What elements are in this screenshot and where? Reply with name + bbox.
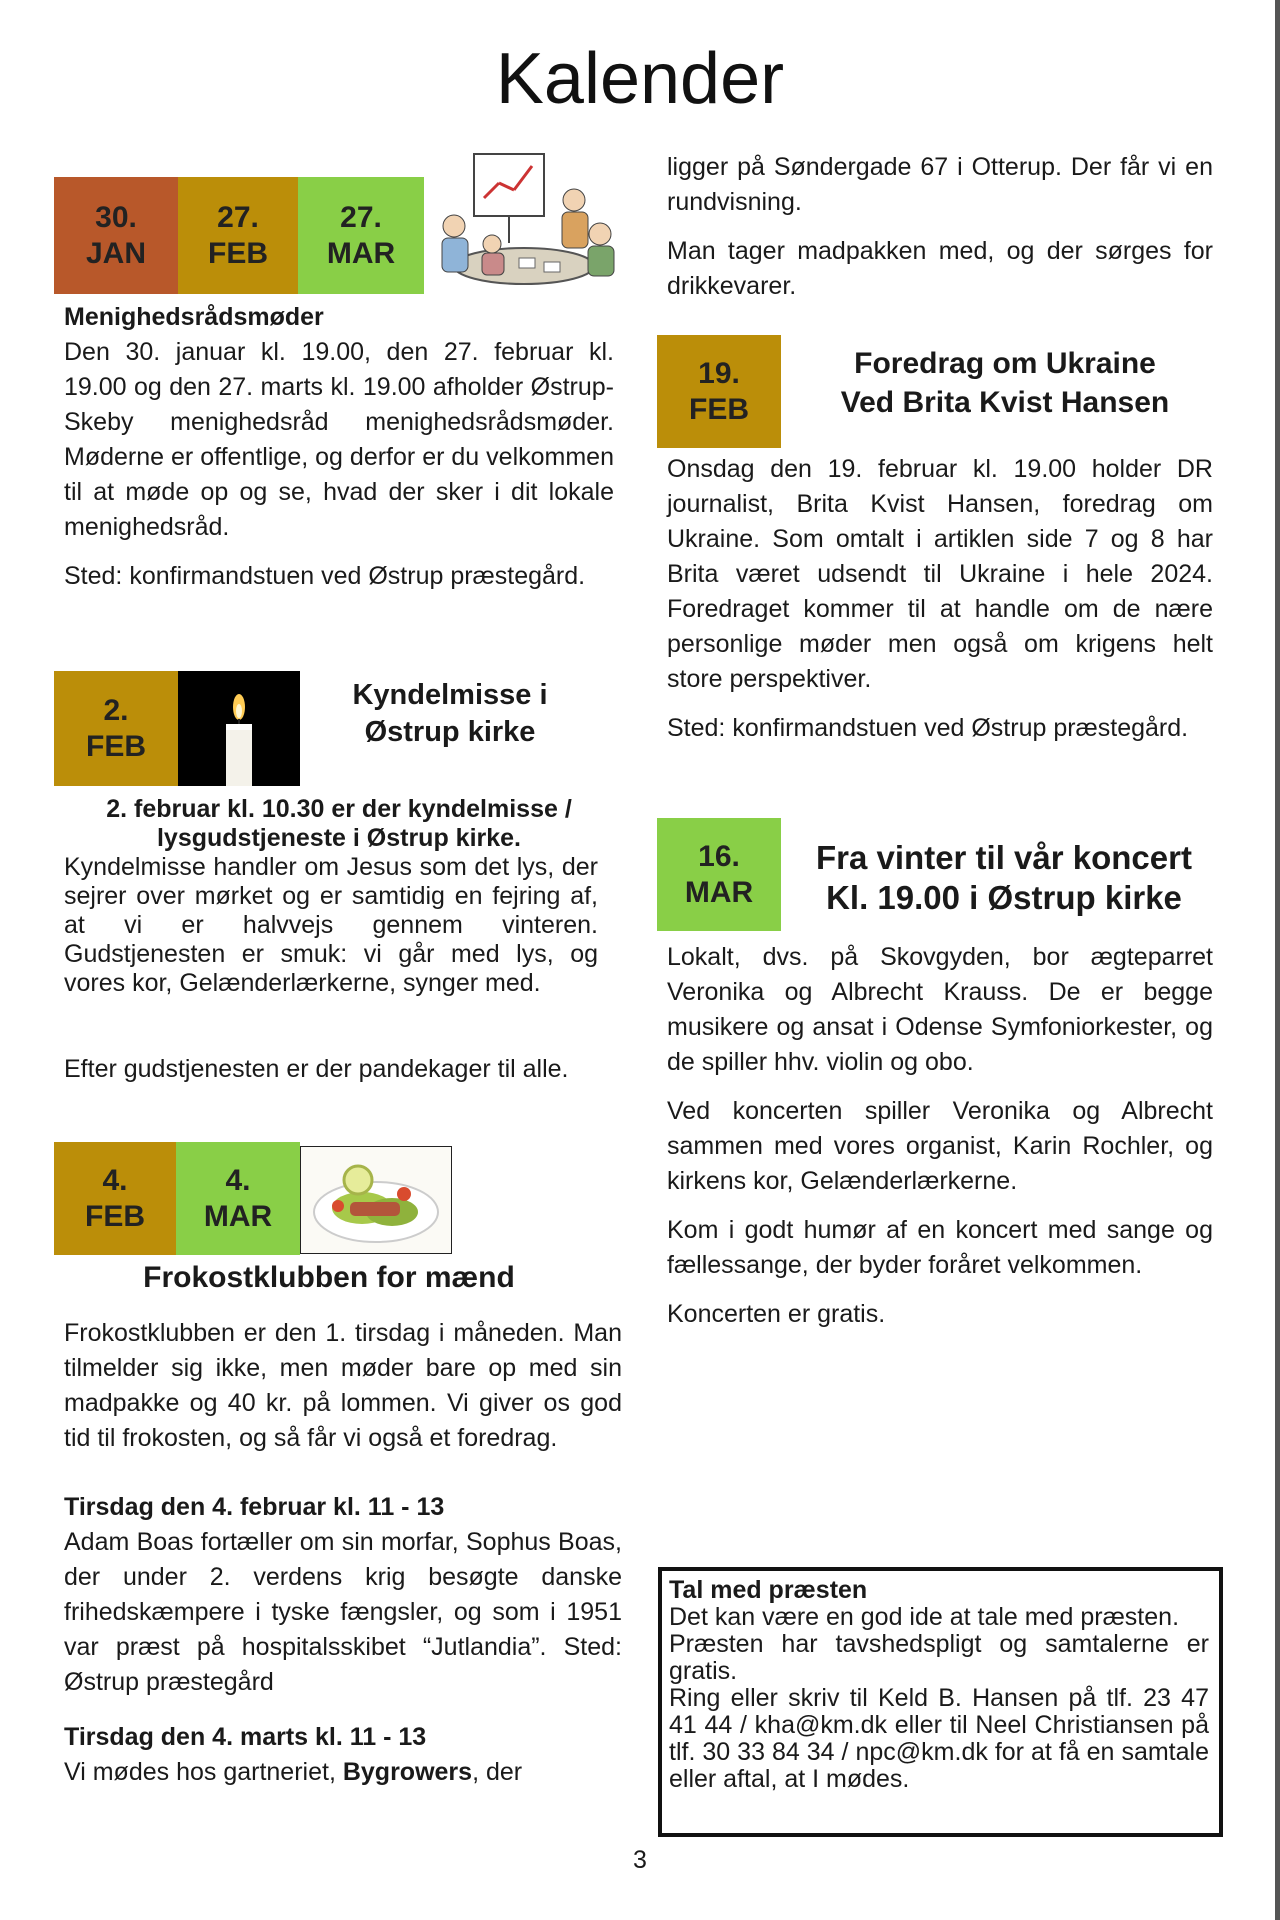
meeting-section xyxy=(64,300,614,594)
frokost-mar-heading: Tirsdag den 4. marts kl. 11 - 13 xyxy=(64,1723,427,1751)
date-day: 2. xyxy=(103,693,129,727)
date-day: 27. xyxy=(340,200,382,234)
ukraine-title-line1: Foredrag om Ukraine xyxy=(854,347,1156,380)
date-box-mar-4 xyxy=(176,1142,300,1255)
date-box-feb-19 xyxy=(657,335,781,448)
lunch-plate-photo xyxy=(300,1146,452,1254)
date-box-feb-4 xyxy=(54,1142,176,1255)
date-day: 19. xyxy=(698,356,740,390)
koncert-section xyxy=(667,940,1213,1332)
page-title: Kalender xyxy=(495,39,785,119)
date-day: 30. xyxy=(95,200,137,234)
koncert-title xyxy=(786,838,1222,918)
date-box-mar-27 xyxy=(298,177,424,294)
kyndelmisse-lead: 2. februar kl. 10.30 er der kyndelmisse / lysgudstjeneste i Østrup kirke. xyxy=(106,795,572,852)
page-edge-rule xyxy=(1275,0,1280,1920)
ukraine-body: Onsdag den 19. februar kl. 19.00 holder DR journalist, Brita Kvist Hansen, foredrag om Ukraine. Som omtalt i artiklen side 7 og 8 har Brita været udsendt til Ukraine i hele 2024. Foredraget kommer til at handle om de nære personlige møder men også om krigens helt store perspektiver. xyxy=(667,455,1213,693)
meeting-body: Den 30. januar kl. 19.00, den 27. februar kl. 19.00 og den 27. marts kl. 19.00 afholder Østrup-Skeby menighedsråd menighedsrådsmøder. Møderne er offentlige, og derfor er du velkommen til at møde op og se, hvad der sker i dit lokale menighedsråd. xyxy=(64,338,614,541)
frokost-title: Frokostklubben for mænd xyxy=(143,1261,515,1294)
frokost-feb-body: Adam Boas fortæller om sin morfar, Sophus Boas, der under 2. verdens krig besøgte danske frihedskæmpere i tyske fængsler, og som i 1951 var præst på hospitalsskibet “Jutlandia”. Sted: Østrup præstegård xyxy=(64,1528,622,1696)
meeting-place: Sted: konfirmandstuen ved Østrup præstegård. xyxy=(64,562,586,590)
date-day: 16. xyxy=(698,839,740,873)
mar-body-pre: Vi mødes hos gartneriet, xyxy=(64,1758,343,1786)
kyndelmisse-title xyxy=(310,677,590,751)
date-month: FEB xyxy=(689,392,749,426)
date-month: FEB xyxy=(208,236,268,270)
date-month: MAR xyxy=(326,236,396,270)
frokost-cont-body: ligger på Søndergade 67 i Otterup. Der får vi en rundvisning. xyxy=(667,153,1213,216)
priest-contact-content xyxy=(669,1577,1209,1793)
date-month: JAN xyxy=(85,236,146,270)
kyndelmisse-title-line1: Kyndelmisse i xyxy=(352,679,548,711)
date-box-mar-16 xyxy=(657,818,781,931)
date-month: FEB xyxy=(86,729,146,763)
date-month: MAR xyxy=(684,875,754,909)
date-box-feb-2 xyxy=(54,671,178,786)
frokost-continued xyxy=(667,150,1213,304)
ukraine-section xyxy=(667,452,1213,746)
priest-heading: Tal med præsten xyxy=(669,1576,868,1604)
candle-icon xyxy=(178,671,300,786)
kyndelmisse-title-line2: Østrup kirke xyxy=(364,716,536,748)
mar-body-post: , der xyxy=(472,1758,523,1786)
koncert-p3: Kom i godt humør af en koncert med sange og fællessange, der byder foråret velkommen. xyxy=(667,1216,1213,1279)
mar-body-bold: Bygrowers xyxy=(342,1758,473,1786)
meeting-cartoon-illustration xyxy=(424,148,624,296)
kyndelmisse-after: Efter gudstjenesten er der pandekager til alle. xyxy=(64,1055,569,1083)
koncert-title-line1: Fra vinter til vår koncert xyxy=(816,839,1192,876)
date-day: 4. xyxy=(102,1163,128,1197)
page-number: 3 xyxy=(633,1846,647,1874)
frokost-section xyxy=(64,1316,622,1790)
frokost-intro: Frokostklubben er den 1. tirsdag i måneden. Man tilmelder sig ikke, men møder bare op med sin madpakke og 40 kr. på lommen. Vi giver os god tid til frokosten, og så får vi også et foredrag. xyxy=(64,1319,622,1452)
date-box-feb-27 xyxy=(178,177,298,294)
ukraine-place: Sted: konfirmandstuen ved Østrup præstegård. xyxy=(667,714,1189,742)
priest-p3: Ring eller skriv til Keld B. Hansen på tlf. 23 47 41 44 / kha@km.dk eller til Neel Christiansen på tlf. 30 33 84 34 / npc@km.dk for at få en samtale eller aftal, at I mødes. xyxy=(669,1684,1209,1793)
date-month: FEB xyxy=(85,1199,145,1233)
koncert-title-line2: Kl. 19.00 i Østrup kirke xyxy=(826,879,1182,916)
frokost-cont-lunch: Man tager madpakken med, og der sørges for drikkevarer. xyxy=(667,237,1213,300)
koncert-p4: Koncerten er gratis. xyxy=(667,1300,886,1328)
priest-p1: Det kan være en god ide at tale med præsten. xyxy=(669,1603,1180,1631)
kyndelmisse-body: Kyndelmisse handler om Jesus som det lys, der sejrer over mørket og er samtidig en fejring af, at vi er halvvejs gennem vinteren. Gudstjenesten er smuk: vi går med lys, og vores kor, Gelænderlærkerne, synger med. xyxy=(64,853,598,997)
priest-p2: Præsten har tavshedspligt og samtalerne er gratis. xyxy=(669,1630,1209,1685)
date-month: MAR xyxy=(203,1199,273,1233)
ukraine-title xyxy=(790,344,1220,422)
meeting-heading: Menighedsrådsmøder xyxy=(64,303,324,331)
koncert-p2: Ved koncerten spiller Veronika og Albrecht sammen med vores organist, Karin Rochler, og kirkens kor, Gelænderlærkerne. xyxy=(667,1097,1213,1195)
koncert-p1: Lokalt, dvs. på Skovgyden, bor ægteparret Veronika og Albrecht Krauss. De er begge musikere og ansat i Odense Symfoniorkester, og de spiller hhv. violin og obo. xyxy=(667,943,1213,1076)
date-day: 4. xyxy=(225,1163,251,1197)
frokost-mar-body xyxy=(64,1755,622,1790)
frokost-feb-heading: Tirsdag den 4. februar kl. 11 - 13 xyxy=(64,1493,445,1521)
date-box-jan-30 xyxy=(54,177,178,294)
ukraine-title-line2: Ved Brita Kvist Hansen xyxy=(840,386,1170,419)
date-day: 27. xyxy=(217,200,259,234)
